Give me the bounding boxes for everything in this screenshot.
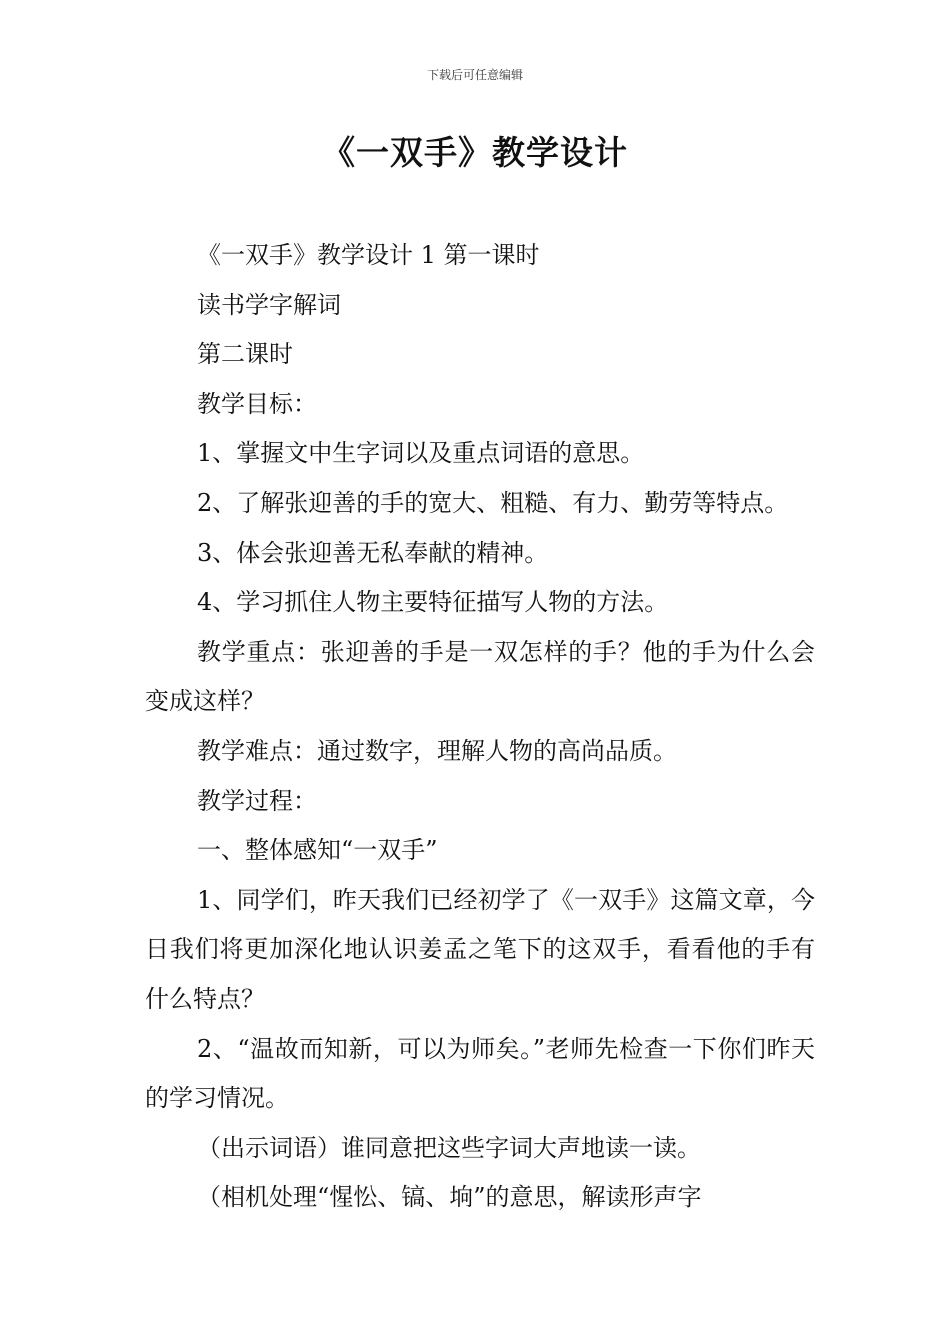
paragraph: 读书学字解词 xyxy=(197,290,341,319)
paragraph: 教学过程： xyxy=(197,786,317,815)
paragraph: 2、“温故而知新，可以为师矣。”老师先检查一下你们昨天的学习情况。 xyxy=(145,1034,815,1113)
paragraph: 《一双手》教学设计 1 第一课时 xyxy=(197,241,540,269)
paragraph: （相机处理“惺忪、镐、垧”的意思，解读形声字 xyxy=(197,1183,702,1212)
paragraph: 2、了解张迎善的手的宽大、粗糙、有力、勤劳等特点。 xyxy=(197,488,789,517)
paragraph: （出示词语）谁同意把这些字词大声地读一读。 xyxy=(197,1133,701,1162)
document-body xyxy=(145,231,815,1223)
paragraph: 一、整体感知“一双手” xyxy=(197,836,438,865)
paragraph: 1、同学们，昨天我们已经初学了《一双手》这篇文章，今日我们将更加深化地认识姜孟之笔下的这双手，看看他的手有什么特点？ xyxy=(145,885,815,1013)
paragraph: 3、体会张迎善无私奉献的精神。 xyxy=(197,538,549,567)
paragraph: 4、学习抓住人物主要特征描写人物的方法。 xyxy=(197,588,669,617)
paragraph: 教学重点：张迎善的手是一双怎样的手？他的手为什么会变成这样？ xyxy=(145,637,815,716)
paragraph: 教学难点：通过数字，理解人物的高尚品质。 xyxy=(197,736,677,765)
paragraph: 教学目标： xyxy=(197,389,317,418)
paragraph: 1、掌握文中生字词以及重点词语的意思。 xyxy=(197,439,645,468)
header-note: 下载后可任意编辑 xyxy=(426,68,523,82)
document-title: 《一双手》教学设计 xyxy=(322,133,628,172)
paragraph: 第二课时 xyxy=(197,340,293,369)
